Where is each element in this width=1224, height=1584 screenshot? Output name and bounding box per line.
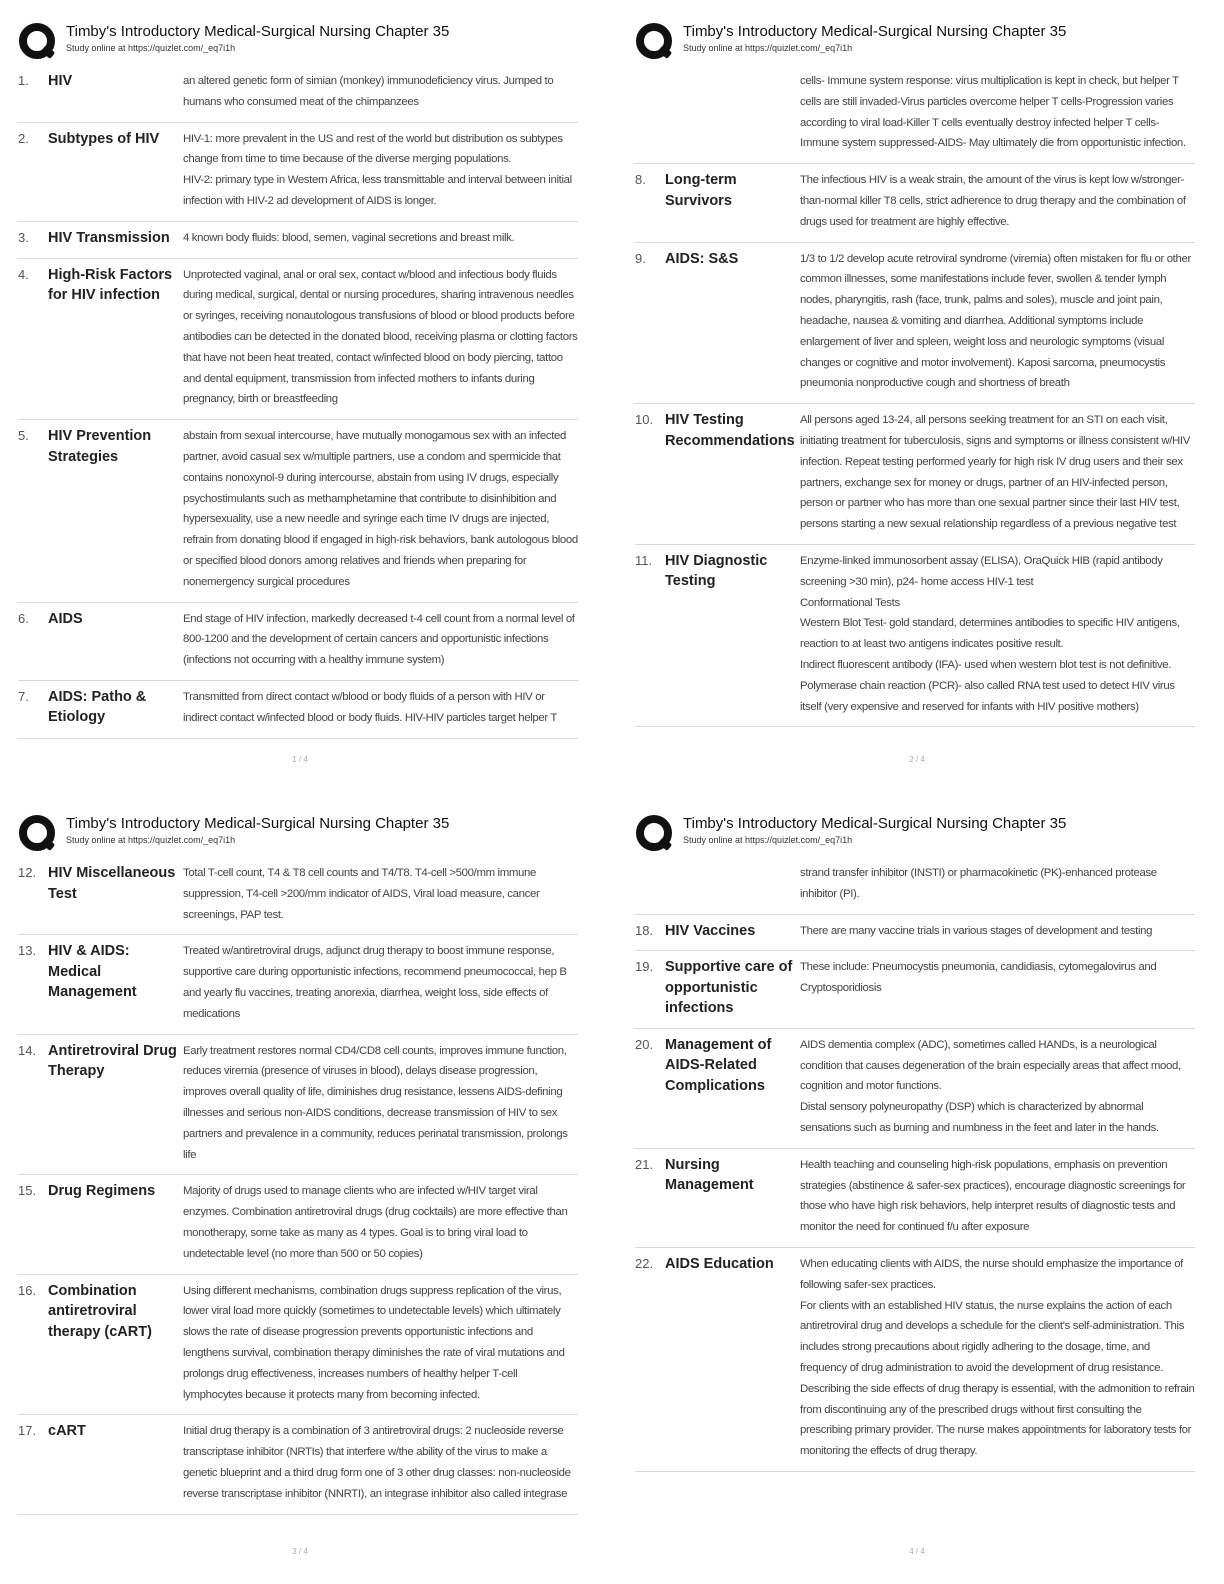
definition-paragraph: Health teaching and counseling high-risk populations, emphasis on prevention strategies (abstinence & safer-sex practices), encourage diagnostic screenings for those who have high risk behaviors, help interpret results of diagnostic tests and monitor the need for continued f/u after exposure [800,1158,1186,1234]
card-term: Subtypes of HIV [48,130,160,147]
card-number: 4. [18,266,29,282]
quizlet-logo-icon [18,814,58,854]
card-number: 3. [18,229,29,245]
quizlet-logo-icon [635,814,675,854]
card-term: Combination antiretroviral therapy (cART) [48,1282,152,1340]
study-online-link[interactable]: Study online at https://quizlet.com/_eq7i1h [683,835,853,845]
definition-paragraph: There are many vaccine trials in various stages of development and testing [800,924,1153,937]
card-definition [800,249,1195,395]
card-term: AIDS [48,610,83,627]
card-number: 17. [18,1423,37,1439]
page-header [631,810,1203,856]
card-term: cART [48,1423,86,1440]
flashcard-page-2 [631,18,1203,766]
flashcard-row [635,404,1195,545]
definition-paragraph: 1/3 to 1/2 develop acute retroviral syndrome (viremia) often mistaken for flu or other common illnesses, some manifestations include fever, swollen & tender lymph nodes, pharyngitis, rash (face, trunk, palms and soles), muscle and joint pain, headache, nausea & vomiting and diarrhea. Additional symptoms include enlargement of liver and spleen, weight loss and neurologic symptoms (visual changes or cognitive and motor involvement). Kaposi sarcoma, pneumocystis pneumonia nonproductive cough and shortness of breath [800,252,1191,390]
flashcard-row [635,951,1195,1029]
page-header [631,18,1203,64]
flashcard-row [635,1248,1195,1472]
definition-paragraph: abstain from sexual intercourse, have mutually monogamous sex with an infected partner, avoid casual sex w/multiple partners, use a condom and spermicide that contains nonoxynol-9 during intercourse, abstain from using IV drugs, especially psychostimulants such as methamphetamine that contribute to disinhibition and hypersexuality, use a new needle and syringe each time IV drugs are injected, refrain from donating blood if engaged in high-risk behaviors, bank autologous blood or specified blood donors among relatives and friends when preparing for nonemergency surgical procedures [183,430,578,588]
card-definition [800,170,1195,232]
card-number: 18. [635,922,654,938]
card-term: Management of AIDS-Related Complications [665,1036,772,1094]
flashcard-row [18,857,578,935]
card-term: AIDS: Patho & Etiology [48,688,147,726]
set-title: Timby's Introductory Medical-Surgical Nursing Chapter 35 [683,815,1067,832]
card-definition [800,863,1195,905]
card-definition [183,1041,578,1166]
card-term: HIV Transmission [48,229,170,246]
definition-paragraph: an altered genetic form of simian (monkey) immunodeficiency virus. Jumped to humans who consumed meat of the chimpanzees [183,75,554,108]
flashcard-list [635,65,1195,727]
flashcard-row [18,681,578,739]
definition-paragraph: Transmitted from direct contact w/blood or body fluids of a person with HIV or indirect contact w/infected blood or body fluids. HIV-HIV particles target helper T [183,690,558,724]
flashcard-row [635,243,1195,405]
card-definition [800,551,1195,717]
definition-paragraph: Enzyme-linked immunosorbent assay (ELISA), OraQuick HIB (rapid antibody screening >30 min), p24- home access HIV-1 test [800,554,1163,588]
card-number: 1. [18,73,29,88]
card-term: HIV Prevention Strategies [48,428,152,465]
page-number: 2 / 4 [909,755,925,764]
card-definition [183,863,578,925]
flashcard-row [18,1035,578,1176]
flashcard-row [18,935,578,1034]
definition-paragraph: cells- Immune system response: virus multiplication is kept in check, but helper T cells are still invaded-Virus particles overcome helper T cells-Progression varies according to viral load-Killer T cells eventually destroy infected helper T cells-Immune system suppressed-AIDS- May ultimately die from opportunistic infection. [800,75,1186,150]
flashcard-row [635,915,1195,952]
card-term: HIV Diagnostic Testing [665,552,768,590]
definition-paragraph: 4 known body fluids: blood, semen, vaginal secretions and breast milk. [183,231,515,244]
card-definition [183,71,578,113]
card-definition [800,921,1195,942]
flashcard-row [635,857,1195,915]
card-number: 20. [635,1036,654,1052]
card-number: 7. [18,688,29,704]
definition-paragraph: Distal sensory polyneuropathy (DSP) which is characterized by abnormal sensations such as burning and numbness in the feet and later in the hands. [800,1101,1159,1135]
card-definition [800,71,1195,154]
card-term: AIDS Education [665,1256,774,1273]
definition-paragraph: Early treatment restores normal CD4/CD8 cell counts, improves immune function, reduces viremia (presence of viruses in blood), delays disease progression, improves overall quality of life, diminishes drug resistance, lessens AIDS-defining illnesses and serious non-AIDS conditions, decrease transmission of HIV to sex partners and prevalence in a community, reduces perinatal transmission, prolongs life [183,1044,568,1161]
card-number: 8. [635,172,646,188]
card-term: HIV & AIDS: Medical Management [48,943,137,1001]
flashcard-row [18,222,578,259]
card-term: Long-term Survivors [665,172,737,209]
definition-paragraph: Indirect fluorescent antibody (IFA)- used when western blot test is not definitive. [800,658,1172,671]
definition-paragraph: These include: Pneumocystis pneumonia, candidiasis, cytomegalovirus and Cryptosporidiosis [800,961,1157,995]
study-online-link[interactable]: Study online at https://quizlet.com/_eq7i1h [66,835,236,845]
card-definition [183,1421,578,1504]
quizlet-logo-icon [635,22,675,62]
flashcard-page-4 [631,810,1203,1558]
flashcard-row [635,1149,1195,1248]
card-number: 5. [18,428,29,444]
flashcard-row [18,1275,578,1416]
card-term: Drug Regimens [48,1183,156,1200]
definition-paragraph: HIV-2: primary type in Western Africa, less transmittable and interval between initial infection with HIV-2 ad development of AIDS is longer. [183,174,572,207]
set-title: Timby's Introductory Medical-Surgical Nursing Chapter 35 [66,815,450,832]
card-term: Antiretroviral Drug Therapy [48,1042,177,1080]
page-number: 3 / 4 [292,1547,308,1556]
card-definition [800,957,1195,1019]
card-definition [183,1281,578,1406]
flashcard-list [635,857,1195,1472]
definition-paragraph: Initial drug therapy is a combination of 3 antiretroviral drugs: 2 nucleoside reverse transcriptase inhibitor (NRTIs) that interfere w/the ability of the virus to make a genetic blueprint and a third drug form one of 3 other drug classes: non-nucleoside reverse transcriptase inhibitor (NNRTI), an integrase inhibitor also called integrase [183,1425,571,1500]
flashcard-row [635,1029,1195,1149]
flashcard-page-3 [14,810,586,1558]
set-title: Timby's Introductory Medical-Surgical Nursing Chapter 35 [683,23,1067,40]
flashcard-row [18,420,578,602]
flashcard-list [18,857,578,1515]
card-number: 13. [18,943,37,959]
card-term: Nursing Management [665,1156,754,1194]
flashcard-row [18,1415,578,1514]
flashcard-row [635,65,1195,164]
definition-paragraph: Majority of drugs used to manage clients who are infected w/HIV target viral enzymes. Combination antiretroviral drugs (drug cocktails) are more effective than monotherapy, some take as many as 4 types. Goal is to bring viral load to undetectable level (no more than 500 or 50 copies) [183,1185,568,1260]
card-definition [183,129,578,212]
page-number: 4 / 4 [909,1547,925,1556]
definition-paragraph: For clients with an established HIV status, the nurse explains the action of each antiretroviral drug and develops a schedule for the client's self-administration. This includes strong precautions about rigidly adhering to the dosage, time, and frequency of drug administration to avoid the development of drug resistance. Describing the side effects of drug therapy is essential, with the admonition to refrain from discontinuing any of the prescribed drugs without first consulting the prescribing primary provider. The nurse makes appointments for laboratory tests for monitoring the effects of drug therapy. [800,1299,1195,1458]
card-number: 14. [18,1042,37,1058]
card-term [665,863,800,905]
definition-paragraph: When educating clients with AIDS, the nurse should emphasize the importance of following safer-sex practices. [800,1258,1183,1291]
card-term: High-Risk Factors for HIV infection [48,266,173,304]
quizlet-logo-icon [18,22,58,62]
flashcard-row [18,1175,578,1274]
card-number: 19. [635,959,654,975]
card-definition [183,609,578,671]
card-number: 6. [18,610,29,626]
card-number: 10. [635,412,654,428]
definition-paragraph: Using different mechanisms, combination drugs suppress replication of the virus, lower viral load more quickly (sometimes to undetectable levels) which ultimately slows the rate of disease progression prevents opportunistic infections and lengthens survival, combination therapy diminishes the rate of viral mutations and prolongs drug effectiveness, increases numbers of healthy helper T-cell lymphocytes because it protects many from becoming infected. [183,1284,565,1401]
card-number: 21. [635,1156,654,1172]
definition-paragraph: Unprotected vaginal, anal or oral sex, contact w/blood and infectious body fluids during medical, surgical, dental or nursing procedures, sharing intravenous needles or syringes, receiving nonautologous transfusions of blood or blood products before antibodies can be detected in the donated blood, receiving plasma or clotting factors that have not been heat treated, contact w/infected blood on body piercing, tattoo and dental equipment, transmission from infected mothers to infants during pregnancy, birth or breastfeeding [183,268,578,406]
card-number [635,863,665,905]
card-definition [800,410,1195,535]
card-number: 15. [18,1183,37,1199]
card-definition [800,1155,1195,1238]
definition-paragraph: HIV-1: more prevalent in the US and rest of the world but distribution os subtypes change from time to time because of the diverse merging populations. [183,132,563,166]
definition-paragraph: End stage of HIV infection, markedly decreased t-4 cell count from a normal level of 800-1200 and the development of certain cancers and opportunistic infections (infections not occurring with a healthy immune system) [183,612,575,667]
flashcard-row [635,164,1195,242]
card-definition [800,1254,1195,1462]
card-number: 16. [18,1282,37,1298]
flashcard-row [18,259,578,421]
card-definition [183,426,578,592]
page-number: 1 / 4 [292,755,308,764]
study-online-link[interactable]: Study online at https://quizlet.com/_eq7i1h [66,43,236,53]
flashcard-row [635,545,1195,727]
definition-paragraph: Total T-cell count, T4 & T8 cell counts and T4/T8. T4-cell >500/mm immune suppression, T4-cell >200/mm indicator of AIDS, Viral load measure, cancer screenings, PAP test. [183,867,540,921]
card-term: AIDS: S&S [665,250,739,267]
card-term: HIV Miscellaneous Test [48,865,176,902]
page-header [14,810,586,856]
card-number: 11. [635,552,653,568]
definition-paragraph: Conformational Tests [800,596,900,609]
set-title: Timby's Introductory Medical-Surgical Nursing Chapter 35 [66,23,450,40]
card-term: Supportive care of opportunistic infections [665,959,793,1017]
definition-paragraph: The infectious HIV is a weak strain, the amount of the virus is kept low w/stronger-than-normal killer T8 cells, strict adherence to drug therapy and the combination of drugs used for treatment are highly effective. [800,174,1186,228]
definition-paragraph: Western Blot Test- gold standard, determines antibodies to specific HIV antigens, reaction to at least two antigens indicates positive result. [800,617,1180,651]
flashcard-list [18,65,578,739]
card-number [635,71,665,154]
card-number: 12. [18,865,37,880]
study-online-link[interactable]: Study online at https://quizlet.com/_eq7i1h [683,43,853,53]
card-term [665,71,800,154]
flashcard-row [18,603,578,681]
flashcard-row [18,65,578,123]
card-number: 9. [635,250,646,266]
card-definition [183,941,578,1024]
card-definition [183,1181,578,1264]
card-definition [800,1035,1195,1139]
card-definition [183,228,578,249]
card-definition [183,687,578,729]
flashcard-page-1 [14,18,586,766]
definition-paragraph: All persons aged 13-24, all persons seeking treatment for an STI on each visit, initiating treatment for tuberculosis, signs and symptoms or illness consistent w/HIV infection. Repeat testing performed yearly for high risk IV drug users and their sex partners, exchange sex for money or drugs, partner of an HIV-infected person, person or partner who has more than one sexual partner since their last HIV test, persons starting a new sexual relationship regardless of a previous negative test [800,414,1190,531]
card-term: HIV Testing Recommendations [665,412,795,449]
page-header [14,18,586,64]
definition-paragraph: Treated w/antiretroviral drugs, adjunct drug therapy to boost immune response, supportive care during opportunistic infections, recommend pneumococcal, hep B and yearly flu vaccines, treating anorexia, diarrhea, weight loss, side effects of medications [183,945,567,1020]
flashcard-row [18,123,578,222]
card-number: 2. [18,130,29,146]
card-term: HIV [48,73,73,89]
definition-paragraph: AIDS dementia complex (ADC), sometimes called HANDs, is a neurological condition that causes degeneration of the brain especially areas that affect mood, cognition and motor functions. [800,1038,1181,1093]
definition-paragraph: strand transfer inhibitor (INSTI) or pharmacokinetic (PK)-enhanced protease inhibitor (PI). [800,867,1157,900]
definition-paragraph: Polymerase chain reaction (PCR)- also called RNA test used to detect HIV virus itself (very expensive and reserved for infants with HIV positive mothers) [800,679,1175,713]
card-number: 22. [635,1256,654,1272]
card-definition [183,265,578,411]
card-term: HIV Vaccines [665,922,756,939]
